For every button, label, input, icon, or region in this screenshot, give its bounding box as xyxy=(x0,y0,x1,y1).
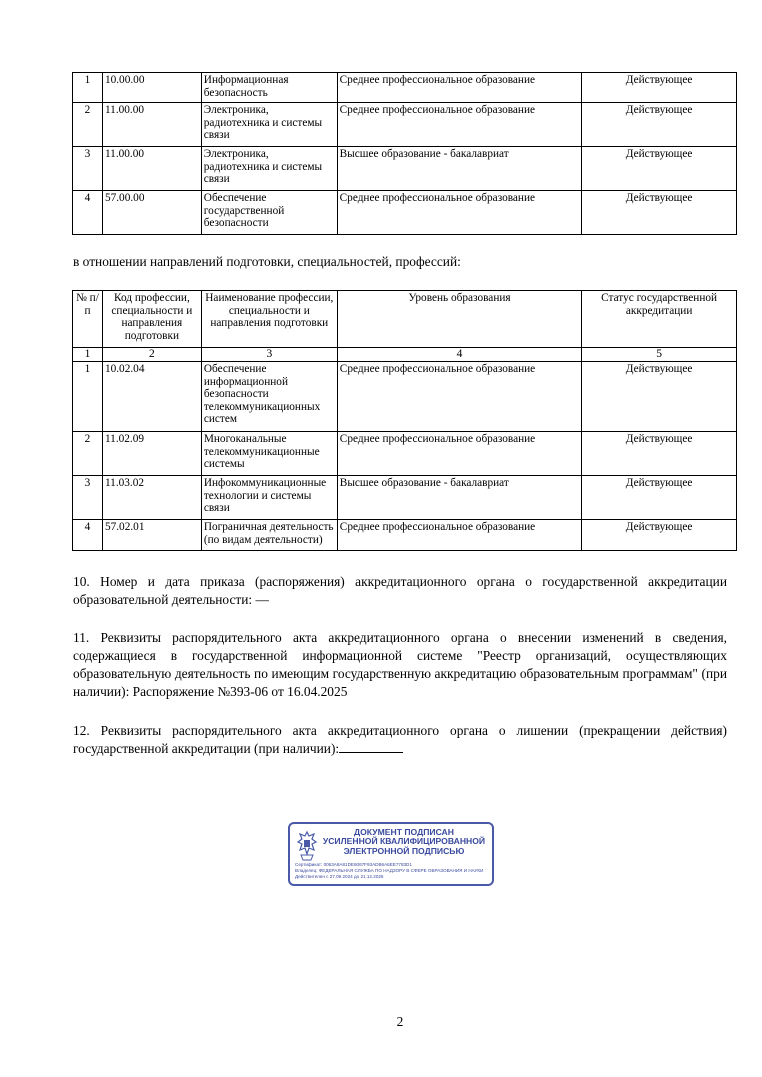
table-row xyxy=(73,432,737,476)
cell-name: Информационная безопасность xyxy=(201,73,337,103)
cell-status: Действующее xyxy=(582,362,737,432)
blank-line xyxy=(339,740,403,753)
cell-code: 10.02.04 xyxy=(102,362,201,432)
header-code: Код профессии, специальности и направления подготовки xyxy=(102,291,201,348)
table-header-row xyxy=(73,291,737,348)
cell-level: Среднее профессиональное образование xyxy=(337,520,581,551)
cell-name: Многоканальные телекоммуникационные системы xyxy=(201,432,337,476)
cell-status: Действующее xyxy=(582,73,737,103)
table-directions-1 xyxy=(72,72,737,235)
paragraph-10: 10. Номер и дата приказа (распоряжения) аккредитационного органа о государственной аккредитации образовательной деятельности: — xyxy=(73,574,727,607)
intro-text: в отношении направлений подготовки, специальностей, профессий: xyxy=(73,254,461,269)
cell-status: Действующее xyxy=(582,432,737,476)
table-directions-2 xyxy=(72,290,737,551)
cell-status: Действующее xyxy=(582,476,737,520)
cell-name: Обеспечение государственной безопасности xyxy=(201,191,337,235)
table-row xyxy=(73,520,737,551)
stamp-title xyxy=(320,828,488,856)
cell-code: 11.02.09 xyxy=(102,432,201,476)
cell-number: 2 xyxy=(73,432,103,476)
cell-code: 57.02.01 xyxy=(102,520,201,551)
paragraph-11: 11. Реквизиты распорядительного акта аккредитационного органа о внесении изменений в сведения, содержащиеся в государственной информационной системе "Реестр организаций, осуществляющих образовательную деятельность по имеющим государственную аккредитацию образовательным программам" (при наличии): Распоряжение №393-06 от 16.04.2025 xyxy=(73,630,727,699)
header-number: № п/п xyxy=(73,291,103,348)
electronic-signature-stamp xyxy=(288,822,494,886)
cell-level: Высшее образование - бакалавриат xyxy=(337,147,582,191)
cell-level: Среднее профессиональное образование xyxy=(337,191,582,235)
column-index-row xyxy=(73,348,737,362)
table-row xyxy=(73,147,737,191)
cell-name: Инфокоммуникационные технологии и системы связи xyxy=(201,476,337,520)
page-number: 2 xyxy=(396,1014,404,1029)
cell-number: 4 xyxy=(73,520,103,551)
cell-status: Действующее xyxy=(582,191,737,235)
table-row xyxy=(73,73,737,103)
column-index: 1 xyxy=(73,348,103,362)
cell-level: Среднее профессиональное образование xyxy=(337,362,581,432)
table-row xyxy=(73,362,737,432)
stamp-title-line: ДОКУМЕНТ ПОДПИСАН xyxy=(354,827,454,837)
cell-number: 1 xyxy=(73,73,103,103)
column-index: 3 xyxy=(201,348,337,362)
cell-level: Среднее профессиональное образование xyxy=(337,432,581,476)
column-index: 5 xyxy=(582,348,737,362)
cell-code: 11.00.00 xyxy=(102,103,201,147)
stamp-title-line: УСИЛЕННОЙ КВАЛИФИЦИРОВАННОЙ xyxy=(322,836,486,847)
cell-level: Среднее профессиональное образование xyxy=(337,73,582,103)
emblem-icon xyxy=(295,830,319,862)
cell-code: 11.03.02 xyxy=(102,476,201,520)
table-row xyxy=(73,191,737,235)
cell-code: 57.00.00 xyxy=(102,191,201,235)
stamp-validity: Действителен с 27.09.2024 до 21.12.2025 xyxy=(295,874,384,879)
table-row xyxy=(73,103,737,147)
cell-status: Действующее xyxy=(582,103,737,147)
stamp-certificate: Сертификат: 0063A8A81DE6067F93ADB6A6EE7783D1 xyxy=(295,862,412,867)
paragraph-12 xyxy=(73,722,727,758)
header-name: Наименование профессии, специальности и направления подготовки xyxy=(201,291,337,348)
table-row xyxy=(73,476,737,520)
cell-level: Высшее образование - бакалавриат xyxy=(337,476,581,520)
stamp-title-line: ЭЛЕКТРОННОЙ ПОДПИСЬЮ xyxy=(343,845,465,856)
cell-name: Электроника, радиотехника и системы связи xyxy=(201,103,337,147)
cell-name: Пограничная деятельность (по видам деятельности) xyxy=(201,520,337,551)
cell-number: 3 xyxy=(73,476,103,520)
column-index: 2 xyxy=(102,348,201,362)
cell-status: Действующее xyxy=(582,147,737,191)
cell-number: 2 xyxy=(73,103,103,147)
cell-name: Электроника, радиотехника и системы связи xyxy=(201,147,337,191)
stamp-owner: Владелец: ФЕДЕРАЛЬНАЯ СЛУЖБА ПО НАДЗОРУ В СФЕРЕ ОБРАЗОВАНИЯ И НАУКИ xyxy=(295,868,484,873)
cell-code: 10.00.00 xyxy=(102,73,201,103)
cell-name: Обеспечение информационной безопасности телекоммуникационных систем xyxy=(201,362,337,432)
cell-code: 11.00.00 xyxy=(102,147,201,191)
cell-number: 4 xyxy=(73,191,103,235)
paragraph-12-text: 12. Реквизиты распорядительного акта аккредитационного органа о лишении (прекращении действия) государственной аккредитации (при наличии): xyxy=(73,723,727,756)
header-level: Уровень образования xyxy=(337,291,581,348)
header-status: Статус государственной аккредитации xyxy=(582,291,737,348)
cell-number: 1 xyxy=(73,362,103,432)
column-index: 4 xyxy=(337,348,581,362)
cell-status: Действующее xyxy=(582,520,737,551)
cell-number: 3 xyxy=(73,147,103,191)
cell-level: Среднее профессиональное образование xyxy=(337,103,582,147)
